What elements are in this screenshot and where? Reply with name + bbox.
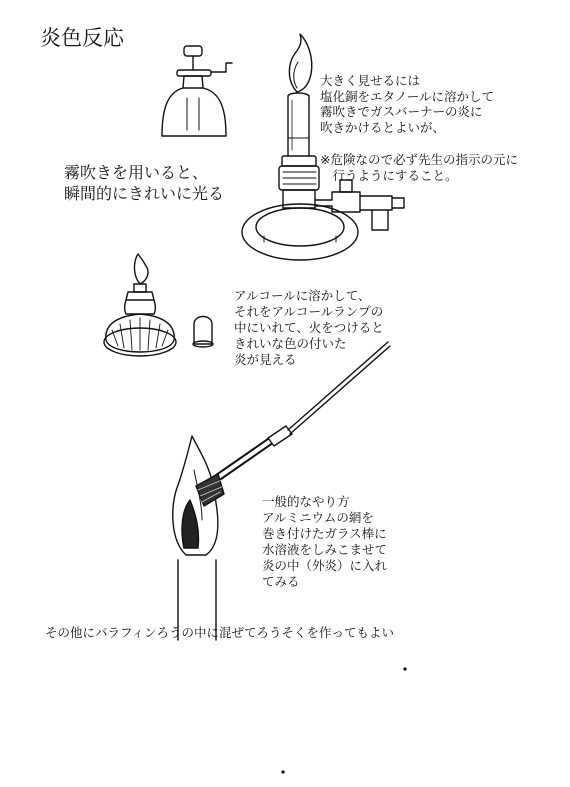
alcohol-lamp-icon bbox=[104, 254, 213, 356]
glass-rod-note: 一般的なやり方 アルミニウムの網を 巻き付けたガラス棒に 水溶液をしみこませて 炎の中（外炎）に入れ てみる bbox=[262, 494, 388, 589]
spray-bottle-icon bbox=[162, 46, 232, 136]
bottom-note: その他にパラフィンろうの中に混ぜてろうそくを作ってもよい bbox=[45, 625, 395, 640]
page-title: 炎色反応 bbox=[40, 26, 124, 50]
burner-note: 大きく見せるには 塩化銅をエタノールに溶かして 霧吹きでガスバーナーの炎に 吹きかけるとよいが、 bbox=[320, 73, 495, 135]
flame-and-glass-rod-icon bbox=[173, 342, 390, 640]
gas-burner-icon bbox=[242, 34, 404, 260]
spray-note: 霧吹きを用いると、 瞬間的にきれいに光る bbox=[64, 163, 225, 203]
alcohol-lamp-note: アルコールに溶かして、 それをアルコールランプの 中にいれて、火をつけると きれいな色の付いた 炎が見える bbox=[234, 288, 384, 367]
warning-note: ※危険なので必ず先生の指示の元に 行うようにすること。 bbox=[320, 152, 518, 183]
